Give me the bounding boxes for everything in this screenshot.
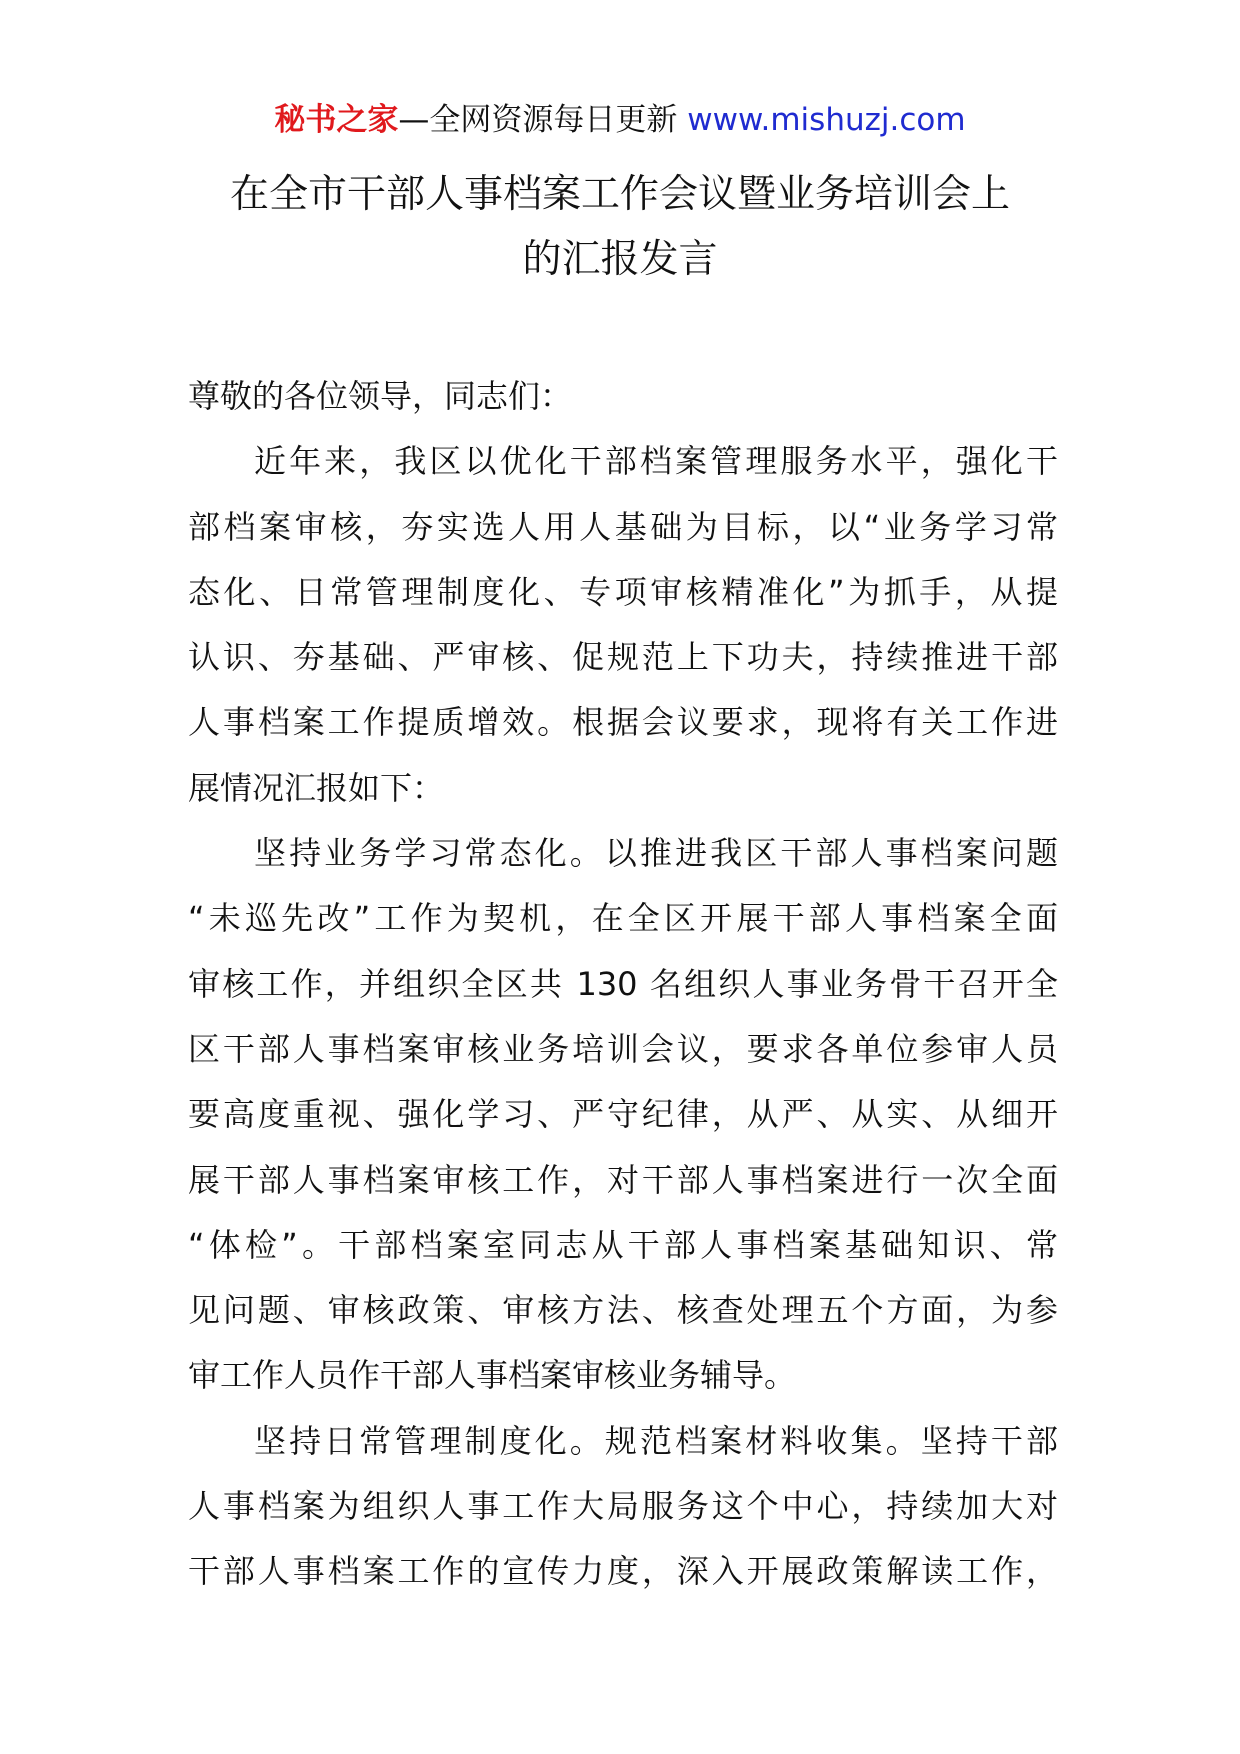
site-brand: 秘书之家 <box>274 102 399 138</box>
body-line: 区干部人事档案审核业务培训会议，要求各单位参审人员 <box>188 1029 1058 1068</box>
site-header <box>0 98 1240 142</box>
body-line: 人事档案工作提质增效。根据会议要求，现将有关工作进 <box>188 703 1058 742</box>
body-line: 态化、日常管理制度化、专项审核精准化”为抓手，从提 <box>188 572 1058 611</box>
body-line: 干部人事档案工作的宣传力度，深入开展政策解读工作， <box>188 1552 1058 1591</box>
body-line: 坚持业务学习常态化。以推进我区干部人事档案问题 <box>254 834 1058 873</box>
body-line: 认识、夯基础、严审核、促规范上下功夫，持续推进干部 <box>188 638 1058 677</box>
body-line: “体检”。干部档案室同志从干部人事档案基础知识、常 <box>188 1225 1058 1264</box>
body-line: 审核工作，并组织全区共 130 名组织人事业务骨干召开全 <box>188 964 1058 1003</box>
body-line: 审工作人员作干部人事档案审核业务辅导。 <box>188 1356 797 1395</box>
site-url-link[interactable]: www.mishuzj.com <box>687 102 966 138</box>
title-line: 在全市干部人事档案工作会议暨业务培训会上 <box>229 172 1010 217</box>
body-line: 人事档案为组织人事工作大局服务这个中心，持续加大对 <box>188 1487 1058 1526</box>
body-line: 部档案审核，夯实选人用人基础为目标，以“业务学习常 <box>188 507 1058 546</box>
body-line: 展情况汇报如下： <box>188 768 445 807</box>
body-line: 坚持日常管理制度化。规范档案材料收集。坚持干部 <box>254 1421 1058 1460</box>
salutation: 尊敬的各位领导，同志们： <box>188 377 573 415</box>
body-line: “未巡先改”工作为契机，在全区开展干部人事档案全面 <box>188 899 1058 938</box>
body-line: 近年来，我区以优化干部档案管理服务水平，强化干 <box>254 442 1058 481</box>
body-line: 展干部人事档案审核工作，对干部人事档案进行一次全面 <box>188 1160 1058 1199</box>
site-slogan: —全网资源每日更新 <box>398 102 688 138</box>
document-body <box>188 364 1058 1605</box>
document-title <box>160 162 1080 292</box>
body-line: 见问题、审核政策、审核方法、核查处理五个方面，为参 <box>188 1291 1058 1330</box>
body-line: 要高度重视、强化学习、严守纪律，从严、从实、从细开 <box>188 1095 1058 1134</box>
title-line: 的汇报发言 <box>522 237 718 282</box>
